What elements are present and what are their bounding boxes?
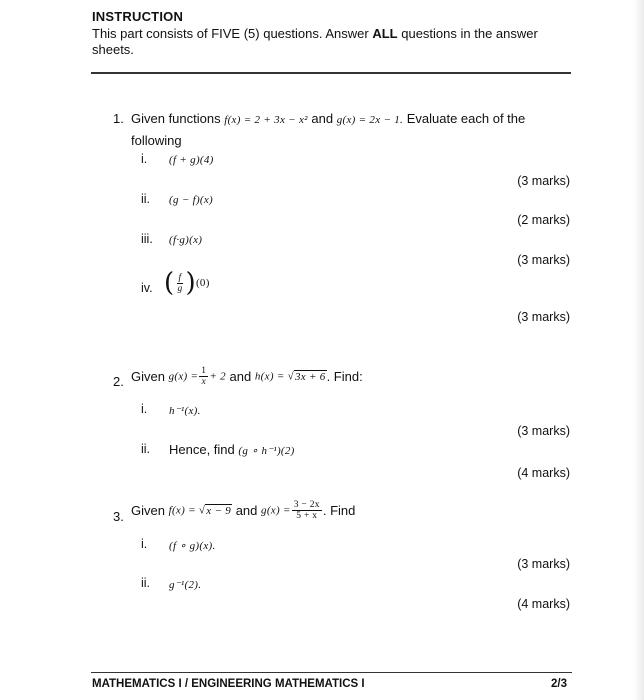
left-paren: ( [164,268,175,298]
q1-item-iv-marks: (3 marks) [517,310,570,324]
q2-h-lhs: h(x) = [254,370,285,383]
instruction-text-post: questions in the answer sheets. [92,26,538,57]
q2-g-fraction [199,366,208,387]
q2-g-num: 1 [201,366,207,376]
q2-text-and: and [229,369,252,384]
page-edge-shadow [634,0,644,700]
q3-item-i-label: i. [141,537,148,551]
q3-number: 3. [113,509,124,524]
q1-item-iv-label: iv. [141,281,153,295]
q2-h-definition [255,370,327,383]
q2-text-a: Given [131,369,165,384]
q1-text-line1 [131,111,525,126]
q1-item-i-label: i. [141,152,148,166]
q2-g-tail: + 2 [209,370,226,383]
q1-item-ii-label: ii. [141,192,151,206]
q2-item-ii-label: ii. [141,442,151,456]
q2-item-i-label: i. [141,402,148,416]
q2-number: 2. [113,374,124,389]
footer-course-title: MATHEMATICS I / ENGINEERING MATHEMATICS I [92,678,365,690]
q1-iv-tail: (0) [195,277,210,289]
q2-item-i-expr: h⁻¹(x). [169,405,201,417]
q1-text-b: Evaluate each of the [406,111,526,126]
instruction-title: INSTRUCTION [92,9,184,24]
instruction-text-bold: ALL [372,26,398,41]
q1-text-and: and [311,111,334,126]
q3-item-ii-marks: (4 marks) [517,597,570,611]
q3-item-ii-expr: g⁻¹(2). [169,579,202,591]
q1-g-definition: g(x) = 2x − 1. [336,114,404,126]
q1-item-ii-marks: (2 marks) [517,213,570,227]
q1-item-i-expr: (f + g)(4) [169,154,214,166]
q2-h-radicand: 3x + 6 [294,370,326,383]
sqrt-icon: √ [287,370,294,383]
q1-text-line2: following [131,133,182,148]
instruction-text-pre: This part consists of FIVE (5) questions. Answer [92,26,373,41]
q1-number: 1. [113,111,124,126]
q3-item-i-expr: (f ∘ g)(x). [169,540,216,552]
q2-text-find: . Find: [326,369,363,384]
q3-text-and: and [235,503,258,518]
q1-item-iii-expr: (f·g)(x) [169,234,203,246]
q1-text-a: Given functions [131,111,221,126]
q1-iv-frac-den: g [177,283,183,294]
q3-text-a: Given [131,503,165,518]
q3-item-i-marks: (3 marks) [517,557,570,571]
q3-g-fraction [292,500,322,521]
q2-item-ii-text [169,442,295,457]
q3-f-definition [169,504,232,517]
q2-item-ii-expr: (g ∘ h⁻¹)(2) [238,445,295,457]
q2-item-ii-marks: (4 marks) [517,466,570,480]
q2-item-ii-hence: Hence, find [169,442,235,457]
q1-item-iii-label: iii. [141,232,153,246]
footer-page-number: 2/3 [551,678,567,690]
q3-item-ii-label: ii. [141,576,151,590]
q2-g-den: x [201,377,207,387]
q3-f-lhs: f(x) = [168,504,196,517]
q2-text-line1 [131,366,363,387]
q1-item-iv-expr [164,270,210,296]
q3-g-num: 3 − 2x [293,500,320,510]
q3-f-radicand: x − 9 [206,504,232,517]
sqrt-icon: √ [198,504,206,517]
q2-g-lhs: g(x) = [168,370,199,383]
q1-item-iii-marks: (3 marks) [517,253,570,267]
q3-g-den: 5 + x [296,511,318,521]
q1-item-i-marks: (3 marks) [517,174,570,188]
footer-divider [91,672,572,673]
q3-g-lhs: g(x) = [261,504,291,517]
right-paren: ) [185,268,196,298]
instruction-text [92,26,582,58]
q3-text-find: . Find [322,503,356,518]
q1-item-ii-expr: (g − f)(x) [169,194,214,206]
q1-iv-fraction [175,273,184,294]
q3-text-line1 [131,500,355,521]
q1-iv-frac-num: f [178,272,182,283]
q1-f-definition: f(x) = 2 + 3x − x² [224,114,308,126]
q2-item-i-marks: (3 marks) [517,424,570,438]
top-divider [91,72,571,74]
